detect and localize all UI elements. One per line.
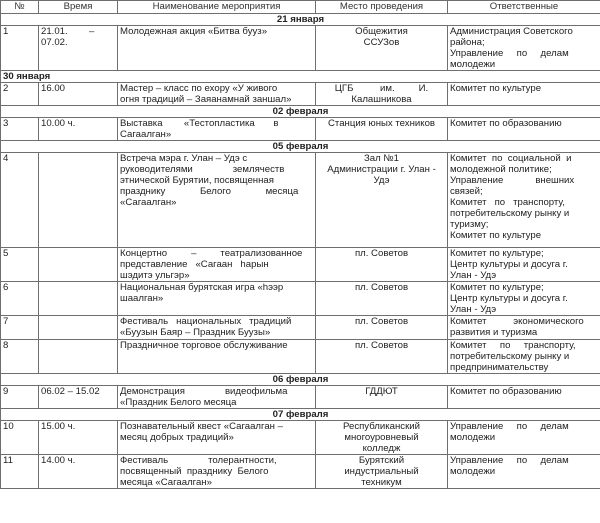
row-responsible-line: туризму;: [450, 219, 489, 230]
table-row: [1, 421, 600, 455]
date-group-row: [1, 71, 600, 83]
row-responsible-line: молодежи: [450, 432, 496, 443]
table-row: [1, 26, 600, 71]
row-event-name-line: посвященный празднику Белого: [120, 466, 269, 477]
row-time: [39, 153, 118, 248]
row-time: [39, 118, 118, 141]
row-event-name-line: Выставка «Тестопластика в: [120, 118, 279, 129]
row-responsible-line: Центр культуры и досуга г.: [450, 259, 568, 270]
row-venue-line: Станция юных техников: [327, 118, 436, 129]
row-event-name-line: огня традиций – Заяанамнай заншал»: [120, 94, 292, 105]
row-number: 5: [1, 248, 39, 282]
row-time-line: 21.01. –: [41, 26, 95, 37]
table-row: [1, 118, 600, 141]
header-time: Время: [39, 1, 118, 14]
row-responsible-line: молодежной политике;: [450, 164, 552, 175]
row-number: 10: [1, 421, 39, 455]
row-responsible-line: потребительскому рынку и: [450, 351, 570, 362]
date-group-label: 02 февраля: [1, 106, 600, 118]
row-event-name-line: Молодежная акция «Битва бууз»: [120, 26, 268, 37]
row-venue-line: Общежития: [355, 26, 408, 37]
row-responsible: [448, 386, 600, 409]
row-responsible-line: связей;: [450, 186, 483, 197]
row-venue: [316, 153, 448, 248]
date-group-label: 07 февраля: [1, 409, 600, 421]
row-venue-line: Бурятский: [358, 455, 405, 466]
row-venue: [316, 248, 448, 282]
row-venue: [316, 26, 448, 71]
row-responsible-line: Комитет по транспорту,: [450, 197, 565, 208]
row-time: [39, 83, 118, 106]
row-event-name: [118, 83, 316, 106]
row-event-name-line: Праздничное торговое обслуживание: [120, 340, 288, 351]
row-venue-line: колледж: [362, 443, 401, 454]
row-responsible-line: молодежи: [450, 59, 496, 70]
row-number: 3: [1, 118, 39, 141]
row-time-line: 07.02.: [41, 37, 68, 48]
row-responsible-line: Улан - Удэ: [450, 270, 497, 281]
row-event-name: [118, 118, 316, 141]
row-responsible-line: Комитет по образованию: [450, 118, 562, 129]
row-event-name: [118, 248, 316, 282]
row-event-name-line: Национальная бурятская игра «hээр: [120, 282, 284, 293]
row-event-name-line: Встреча мэра г. Улан – Удэ с: [120, 153, 248, 164]
table-row: [1, 316, 600, 340]
date-group-label: 06 февраля: [1, 374, 600, 386]
table-header-row: [1, 1, 600, 14]
row-event-name-line: шаалган»: [120, 293, 164, 304]
row-event-name: [118, 26, 316, 71]
row-responsible: [448, 316, 600, 340]
row-responsible-line: Управление по делам: [450, 48, 569, 59]
row-number: 4: [1, 153, 39, 248]
table-row: [1, 386, 600, 409]
row-time-line: 06.02 – 15.02: [41, 386, 100, 397]
row-time: [39, 421, 118, 455]
row-event-name-line: «Буузын Баяр – Праздник Буузы»: [120, 327, 271, 338]
row-event-name-line: месяц добрых традиций»: [120, 432, 234, 443]
row-venue: [316, 386, 448, 409]
row-venue: [316, 83, 448, 106]
row-responsible-line: Комитет экономического: [450, 316, 584, 327]
row-venue-line: ЦГБ им. И.: [334, 83, 429, 94]
row-venue: [316, 455, 448, 489]
row-responsible: [448, 282, 600, 316]
row-number: 8: [1, 340, 39, 374]
row-responsible-line: развития и туризма: [450, 327, 538, 338]
date-group-row: [1, 374, 600, 386]
header-event-name: Наименование мероприятия: [118, 1, 316, 14]
row-responsible: [448, 118, 600, 141]
date-group-label: 05 февраля: [1, 141, 600, 153]
row-event-name: [118, 316, 316, 340]
row-responsible: [448, 340, 600, 374]
row-venue-line: пл. Советов: [354, 316, 409, 327]
row-venue-line: техникум: [361, 477, 402, 488]
row-event-name: [118, 386, 316, 409]
row-venue-line: Республиканский: [343, 421, 420, 432]
row-venue: [316, 421, 448, 455]
row-venue-line: Зал №1: [363, 153, 400, 164]
date-group-label: 30 января: [1, 71, 600, 83]
table-row: [1, 282, 600, 316]
row-venue-line: ССУЗов: [363, 37, 400, 48]
row-event-name-line: празднику Белого месяца: [120, 186, 299, 197]
row-venue: [316, 282, 448, 316]
row-time-line: 16.00: [41, 83, 66, 94]
row-time-line: 14.00 ч.: [41, 455, 76, 466]
row-time: [39, 340, 118, 374]
header-number: №: [1, 1, 39, 14]
row-responsible-line: Комитет по культуре: [450, 83, 542, 94]
row-responsible-line: Комитет по культуре: [450, 230, 542, 241]
row-venue-line: пл. Советов: [354, 248, 409, 259]
row-number: 2: [1, 83, 39, 106]
row-responsible-line: молодежи: [450, 466, 496, 477]
row-number: 1: [1, 26, 39, 71]
row-venue-line: Удэ: [373, 175, 390, 186]
date-group-row: [1, 141, 600, 153]
row-number: 9: [1, 386, 39, 409]
row-event-name: [118, 282, 316, 316]
row-responsible: [448, 455, 600, 489]
row-responsible-line: Комитет по социальной и: [450, 153, 572, 164]
row-time-line: 15.00 ч.: [41, 421, 76, 432]
row-responsible-line: Комитет по транспорту,: [450, 340, 576, 351]
row-event-name-line: шэдитэ ульгэр»: [120, 270, 190, 281]
row-responsible-line: Управление по делам: [450, 455, 569, 466]
row-event-name-line: представление «Сагаан hарын: [120, 259, 269, 270]
row-event-name-line: этнической Бурятии, посвященная: [120, 175, 274, 186]
row-venue-line: пл. Советов: [354, 340, 409, 351]
table-row: [1, 455, 600, 489]
row-responsible: [448, 26, 600, 71]
row-event-name-line: Концертно – театрализованное: [120, 248, 303, 259]
date-group-row: [1, 106, 600, 118]
table-row: [1, 83, 600, 106]
row-responsible-line: Комитет по образованию: [450, 386, 562, 397]
row-responsible-line: Администрация Советского: [450, 26, 573, 37]
date-group-label: 21 января: [1, 14, 600, 26]
row-responsible-line: потребительскому рынку и: [450, 208, 570, 219]
row-event-name-line: Фестиваль толерантности,: [120, 455, 277, 466]
row-venue-line: ГДДЮТ: [365, 386, 398, 397]
row-venue-line: Администрации г. Улан -: [327, 164, 436, 175]
row-venue: [316, 316, 448, 340]
row-event-name: [118, 153, 316, 248]
row-responsible-line: района;: [450, 37, 485, 48]
row-responsible: [448, 248, 600, 282]
row-responsible: [448, 83, 600, 106]
row-responsible-line: Управление по делам: [450, 421, 569, 432]
row-number: 11: [1, 455, 39, 489]
row-time-line: 10.00 ч.: [41, 118, 76, 129]
row-event-name-line: месяца «Сагаалган»: [120, 477, 212, 488]
table-row: [1, 340, 600, 374]
row-venue: [316, 340, 448, 374]
row-number: 6: [1, 282, 39, 316]
header-responsible: Ответственные: [448, 1, 600, 14]
row-event-name: [118, 421, 316, 455]
table-row: [1, 153, 600, 248]
date-group-row: [1, 409, 600, 421]
row-venue-line: пл. Советов: [354, 282, 409, 293]
header-venue: Место проведения: [316, 1, 448, 14]
row-time: [39, 248, 118, 282]
row-venue-line: индустриальный: [344, 466, 419, 477]
row-time: [39, 316, 118, 340]
row-time: [39, 282, 118, 316]
row-time: [39, 26, 118, 71]
date-group-row: [1, 14, 600, 26]
table-row: [1, 248, 600, 282]
row-time: [39, 455, 118, 489]
row-responsible-line: Управление внешних: [450, 175, 575, 186]
row-event-name-line: Фестиваль национальных традиций: [120, 316, 292, 327]
row-responsible: [448, 421, 600, 455]
row-responsible-line: Улан - Удэ: [450, 304, 497, 315]
table-body: [1, 14, 600, 489]
row-venue-line: многоуровневый: [344, 432, 419, 443]
row-responsible: [448, 153, 600, 248]
row-venue: [316, 118, 448, 141]
row-event-name-line: Познавательный квест «Сагаалган –: [120, 421, 283, 432]
row-event-name-line: Мастер – класс по ехору «У живого: [120, 83, 278, 94]
row-responsible-line: Комитет по культуре;: [450, 248, 544, 259]
row-responsible-line: предпринимательству: [450, 362, 549, 373]
row-venue-line: Калашникова: [351, 94, 412, 105]
row-event-name-line: Демонстрация видеофильма: [120, 386, 288, 397]
row-event-name-line: «Сагаалган»: [120, 197, 177, 208]
row-time: [39, 386, 118, 409]
row-event-name-line: Сагаалган»: [120, 129, 172, 140]
row-event-name: [118, 340, 316, 374]
row-event-name: [118, 455, 316, 489]
row-number: 7: [1, 316, 39, 340]
row-responsible-line: Комитет по культуре;: [450, 282, 544, 293]
row-responsible-line: Центр культуры и досуга г.: [450, 293, 568, 304]
row-event-name-line: руководителями землячеств: [120, 164, 285, 175]
row-event-name-line: «Праздник Белого месяца: [120, 397, 237, 408]
